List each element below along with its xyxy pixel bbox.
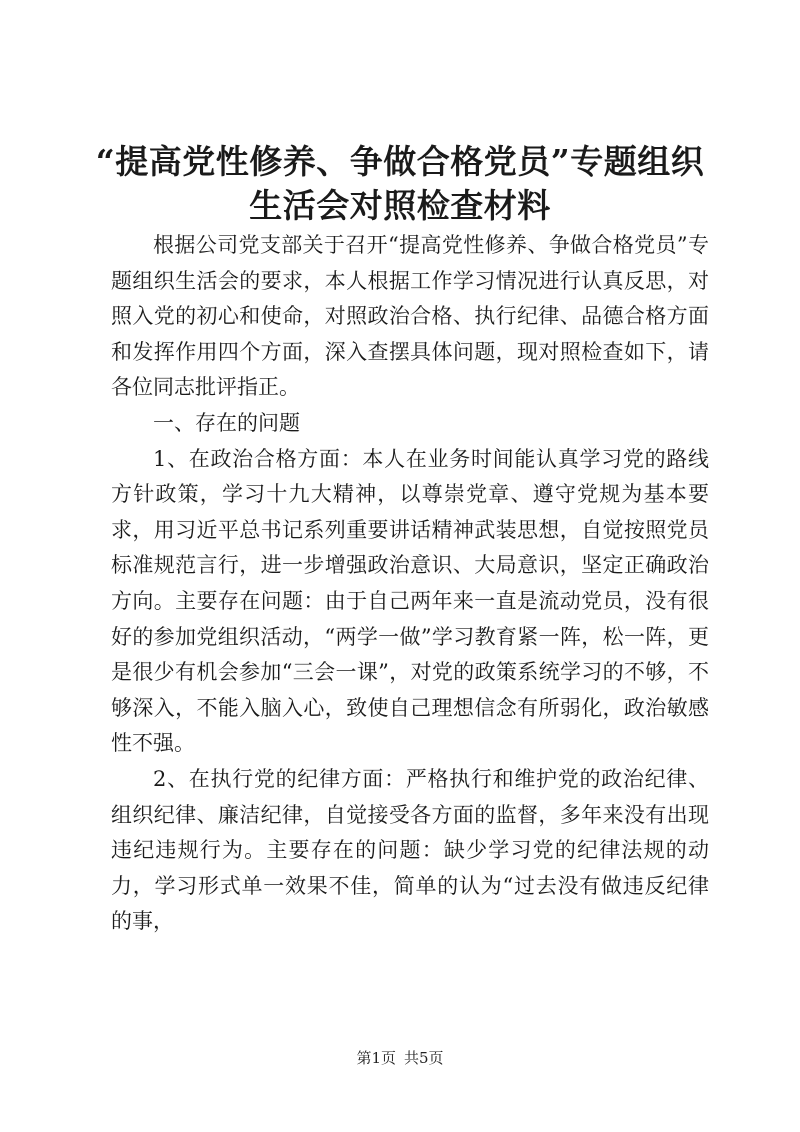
section-heading: 一、存在的问题 <box>153 410 300 435</box>
page-footer <box>0 1048 800 1068</box>
intro-paragraph: 根据公司党支部关于召开“提高党性修养、争做合格党员”专题组织生活会的要求，本人根据工作学习情况进行认真反思，对照入党的初心和使命，对照政治合格、执行纪律、品德合格方面和发挥作用四个方面，深入查摆具体问题，现对照检查如下，请各位同志批评指正。 <box>111 233 709 400</box>
page-total: 共5页 <box>404 1049 444 1067</box>
page-number: 第1页 <box>356 1049 396 1067</box>
discipline-paragraph: 2、在执行党的纪律方面：严格执行和维护党的政治纪律、组织纪律、廉洁纪律，自觉接受各方面的监督，多年来没有出现违纪违规行为。主要存在的问题：缺少学习党的纪律法规的动力，学习形式单一效果不佳，简单的认为“过去没有做违反纪律的事， <box>111 766 709 934</box>
document-body <box>111 228 709 940</box>
document-title: “提高党性修养、争做合格党员”专题组织生活会对照检查材料 <box>95 142 705 225</box>
political-qualification-paragraph: 1、在政治合格方面：本人在业务时间能认真学习党的路线方针政策，学习十九大精神，以尊崇党章、遵守党规为基本要求，用习近平总书记系列重要讲话精神武装思想，自觉按照党员标准规范言行，进一步增强政治意识、大局意识，坚定正确政治方向。主要存在问题：由于自己两年来一直是流动党员，没有很好的参加党组织活动，“两学一做”学习教育紧一阵，松一阵，更是很少有机会参加“三会一课”，对党的政策系统学习的不够，不够深入，不能入脑入心，致使自己理想信念有所弱化，政治敏感性不强。 <box>111 446 709 756</box>
